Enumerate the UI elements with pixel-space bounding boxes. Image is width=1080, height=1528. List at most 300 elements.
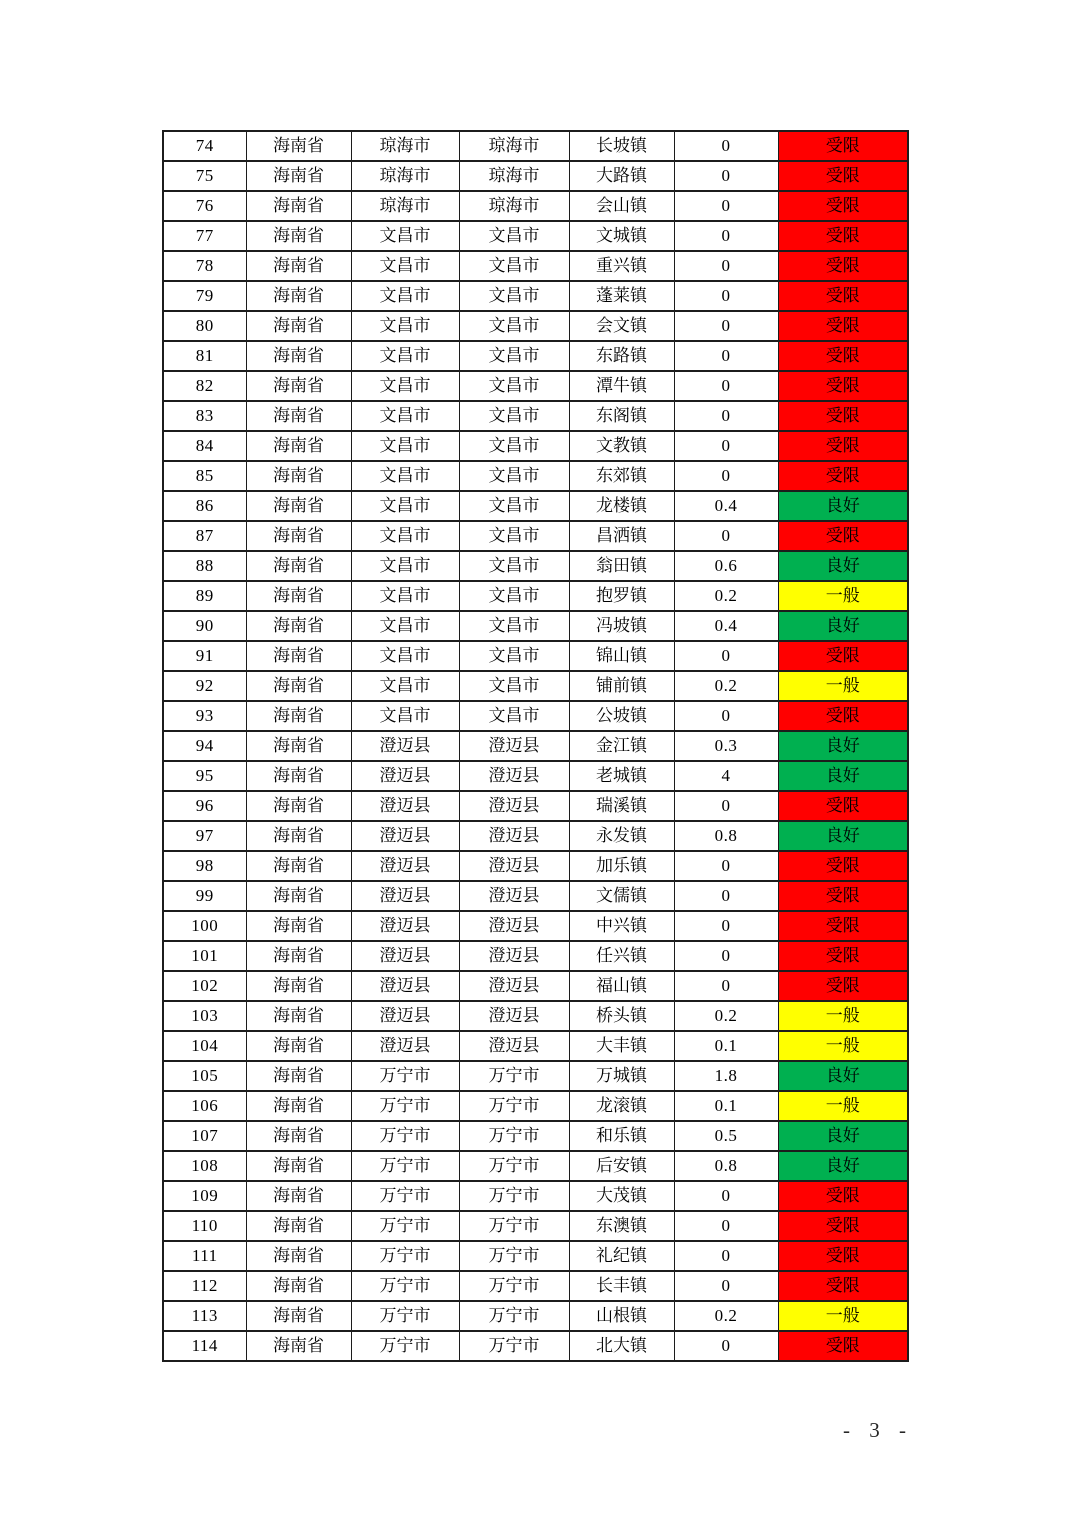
value-cell: 0 [674, 461, 778, 491]
status-badge: 受限 [778, 401, 908, 431]
town-cell: 桥头镇 [569, 1001, 674, 1031]
row-number-cell: 78 [163, 251, 246, 281]
row-number-cell: 77 [163, 221, 246, 251]
province-cell: 海南省 [246, 1271, 351, 1301]
town-cell: 东郊镇 [569, 461, 674, 491]
province-cell: 海南省 [246, 641, 351, 671]
row-number-cell: 95 [163, 761, 246, 791]
city-cell: 澄迈县 [351, 1001, 459, 1031]
table-row [163, 1181, 908, 1211]
county-cell: 文昌市 [459, 341, 569, 371]
county-cell: 琼海市 [459, 161, 569, 191]
city-cell: 澄迈县 [351, 851, 459, 881]
row-number-cell: 85 [163, 461, 246, 491]
city-cell: 澄迈县 [351, 971, 459, 1001]
status-badge: 良好 [778, 491, 908, 521]
table-row [163, 281, 908, 311]
province-cell: 海南省 [246, 341, 351, 371]
value-cell: 0 [674, 281, 778, 311]
value-cell: 0 [674, 371, 778, 401]
province-cell: 海南省 [246, 491, 351, 521]
value-cell: 0.5 [674, 1121, 778, 1151]
row-number-cell: 89 [163, 581, 246, 611]
town-cell: 文城镇 [569, 221, 674, 251]
province-cell: 海南省 [246, 431, 351, 461]
province-cell: 海南省 [246, 161, 351, 191]
town-cell: 文儒镇 [569, 881, 674, 911]
table-row [163, 701, 908, 731]
table-row [163, 1061, 908, 1091]
city-cell: 万宁市 [351, 1211, 459, 1241]
status-badge: 受限 [778, 221, 908, 251]
table-row [163, 431, 908, 461]
province-cell: 海南省 [246, 401, 351, 431]
province-cell: 海南省 [246, 911, 351, 941]
value-cell: 0 [674, 1331, 778, 1361]
town-cell: 昌洒镇 [569, 521, 674, 551]
status-badge: 受限 [778, 461, 908, 491]
value-cell: 0.4 [674, 611, 778, 641]
table-row [163, 551, 908, 581]
city-cell: 文昌市 [351, 341, 459, 371]
county-cell: 澄迈县 [459, 941, 569, 971]
table-row [163, 971, 908, 1001]
province-cell: 海南省 [246, 671, 351, 701]
province-cell: 海南省 [246, 611, 351, 641]
province-cell: 海南省 [246, 1331, 351, 1361]
table-row [163, 1031, 908, 1061]
status-badge: 受限 [778, 341, 908, 371]
city-cell: 文昌市 [351, 251, 459, 281]
value-cell: 0.2 [674, 581, 778, 611]
status-badge: 受限 [778, 191, 908, 221]
county-cell: 万宁市 [459, 1331, 569, 1361]
value-cell: 0.1 [674, 1031, 778, 1061]
city-cell: 文昌市 [351, 521, 459, 551]
town-cell: 大路镇 [569, 161, 674, 191]
table-row [163, 1301, 908, 1331]
city-cell: 澄迈县 [351, 731, 459, 761]
row-number-cell: 82 [163, 371, 246, 401]
province-cell: 海南省 [246, 461, 351, 491]
city-cell: 澄迈县 [351, 941, 459, 971]
value-cell: 0 [674, 221, 778, 251]
status-badge: 受限 [778, 281, 908, 311]
table-row [163, 791, 908, 821]
table-row [163, 251, 908, 281]
city-cell: 万宁市 [351, 1301, 459, 1331]
town-cell: 万城镇 [569, 1061, 674, 1091]
status-badge: 良好 [778, 1061, 908, 1091]
province-cell: 海南省 [246, 971, 351, 1001]
status-badge: 良好 [778, 1121, 908, 1151]
county-cell: 万宁市 [459, 1091, 569, 1121]
province-cell: 海南省 [246, 881, 351, 911]
county-cell: 文昌市 [459, 281, 569, 311]
status-badge: 受限 [778, 911, 908, 941]
status-badge: 受限 [778, 701, 908, 731]
town-cell: 永发镇 [569, 821, 674, 851]
table-row [163, 221, 908, 251]
value-cell: 0 [674, 1271, 778, 1301]
table-row [163, 491, 908, 521]
row-number-cell: 91 [163, 641, 246, 671]
county-cell: 万宁市 [459, 1211, 569, 1241]
row-number-cell: 87 [163, 521, 246, 551]
table-row [163, 761, 908, 791]
table-row [163, 1211, 908, 1241]
status-badge: 受限 [778, 641, 908, 671]
town-cell: 大丰镇 [569, 1031, 674, 1061]
town-cell: 冯坡镇 [569, 611, 674, 641]
status-badge: 受限 [778, 251, 908, 281]
town-cell: 蓬莱镇 [569, 281, 674, 311]
row-number-cell: 74 [163, 131, 246, 161]
town-cell: 公坡镇 [569, 701, 674, 731]
town-cell: 龙滚镇 [569, 1091, 674, 1121]
county-cell: 琼海市 [459, 191, 569, 221]
value-cell: 0 [674, 191, 778, 221]
value-cell: 0 [674, 431, 778, 461]
province-cell: 海南省 [246, 1181, 351, 1211]
town-cell: 任兴镇 [569, 941, 674, 971]
row-number-cell: 111 [163, 1241, 246, 1271]
page-number: - 3 - [843, 1418, 908, 1442]
county-cell: 文昌市 [459, 701, 569, 731]
city-cell: 琼海市 [351, 131, 459, 161]
county-cell: 澄迈县 [459, 971, 569, 1001]
status-badge: 受限 [778, 1181, 908, 1211]
value-cell: 0 [674, 641, 778, 671]
town-cell: 龙楼镇 [569, 491, 674, 521]
status-badge: 受限 [778, 941, 908, 971]
status-badge: 良好 [778, 551, 908, 581]
status-badge: 受限 [778, 131, 908, 161]
city-cell: 文昌市 [351, 371, 459, 401]
town-cell: 瑞溪镇 [569, 791, 674, 821]
row-number-cell: 109 [163, 1181, 246, 1211]
county-cell: 万宁市 [459, 1151, 569, 1181]
row-number-cell: 110 [163, 1211, 246, 1241]
county-cell: 澄迈县 [459, 881, 569, 911]
table-row [163, 1001, 908, 1031]
status-badge: 受限 [778, 881, 908, 911]
value-cell: 0 [674, 161, 778, 191]
county-cell: 澄迈县 [459, 851, 569, 881]
value-cell: 0 [674, 971, 778, 1001]
table-row [163, 371, 908, 401]
value-cell: 0.4 [674, 491, 778, 521]
row-number-cell: 81 [163, 341, 246, 371]
row-number-cell: 75 [163, 161, 246, 191]
county-cell: 文昌市 [459, 641, 569, 671]
table-row [163, 731, 908, 761]
table-row [163, 641, 908, 671]
county-cell: 文昌市 [459, 521, 569, 551]
table-row [163, 1271, 908, 1301]
row-number-cell: 76 [163, 191, 246, 221]
county-cell: 澄迈县 [459, 1001, 569, 1031]
province-cell: 海南省 [246, 731, 351, 761]
table-row [163, 1331, 908, 1361]
row-number-cell: 103 [163, 1001, 246, 1031]
province-cell: 海南省 [246, 581, 351, 611]
province-cell: 海南省 [246, 191, 351, 221]
county-cell: 万宁市 [459, 1241, 569, 1271]
city-cell: 文昌市 [351, 311, 459, 341]
table-row [163, 1151, 908, 1181]
row-number-cell: 79 [163, 281, 246, 311]
town-cell: 东澳镇 [569, 1211, 674, 1241]
row-number-cell: 98 [163, 851, 246, 881]
table-body [163, 131, 908, 1361]
status-badge: 受限 [778, 521, 908, 551]
value-cell: 0.6 [674, 551, 778, 581]
province-cell: 海南省 [246, 761, 351, 791]
city-cell: 万宁市 [351, 1271, 459, 1301]
row-number-cell: 80 [163, 311, 246, 341]
county-cell: 万宁市 [459, 1121, 569, 1151]
town-cell: 礼纪镇 [569, 1241, 674, 1271]
city-cell: 文昌市 [351, 611, 459, 641]
town-cell: 山根镇 [569, 1301, 674, 1331]
row-number-cell: 97 [163, 821, 246, 851]
province-cell: 海南省 [246, 1241, 351, 1271]
row-number-cell: 83 [163, 401, 246, 431]
town-cell: 文教镇 [569, 431, 674, 461]
row-number-cell: 104 [163, 1031, 246, 1061]
table-row [163, 1241, 908, 1271]
table-row [163, 401, 908, 431]
city-cell: 澄迈县 [351, 1031, 459, 1061]
row-number-cell: 86 [163, 491, 246, 521]
table-row [163, 191, 908, 221]
county-cell: 文昌市 [459, 671, 569, 701]
city-cell: 澄迈县 [351, 761, 459, 791]
value-cell: 0.8 [674, 1151, 778, 1181]
province-cell: 海南省 [246, 821, 351, 851]
value-cell: 0 [674, 701, 778, 731]
status-badge: 受限 [778, 1331, 908, 1361]
status-badge: 受限 [778, 971, 908, 1001]
county-cell: 琼海市 [459, 131, 569, 161]
town-cell: 和乐镇 [569, 1121, 674, 1151]
county-cell: 文昌市 [459, 371, 569, 401]
status-badge: 一般 [778, 1091, 908, 1121]
row-number-cell: 106 [163, 1091, 246, 1121]
value-cell: 0.2 [674, 1301, 778, 1331]
city-cell: 文昌市 [351, 641, 459, 671]
county-cell: 万宁市 [459, 1181, 569, 1211]
province-cell: 海南省 [246, 1001, 351, 1031]
table-row [163, 311, 908, 341]
town-cell: 东阁镇 [569, 401, 674, 431]
province-cell: 海南省 [246, 131, 351, 161]
row-number-cell: 113 [163, 1301, 246, 1331]
county-cell: 万宁市 [459, 1271, 569, 1301]
township-status-table [162, 130, 909, 1362]
row-number-cell: 99 [163, 881, 246, 911]
row-number-cell: 112 [163, 1271, 246, 1301]
province-cell: 海南省 [246, 1031, 351, 1061]
row-number-cell: 107 [163, 1121, 246, 1151]
province-cell: 海南省 [246, 1091, 351, 1121]
value-cell: 4 [674, 761, 778, 791]
row-number-cell: 96 [163, 791, 246, 821]
status-badge: 一般 [778, 1001, 908, 1031]
value-cell: 0.2 [674, 1001, 778, 1031]
table-row [163, 941, 908, 971]
value-cell: 0 [674, 881, 778, 911]
value-cell: 0.3 [674, 731, 778, 761]
value-cell: 0 [674, 791, 778, 821]
town-cell: 长坡镇 [569, 131, 674, 161]
row-number-cell: 105 [163, 1061, 246, 1091]
row-number-cell: 114 [163, 1331, 246, 1361]
city-cell: 文昌市 [351, 551, 459, 581]
province-cell: 海南省 [246, 1061, 351, 1091]
row-number-cell: 84 [163, 431, 246, 461]
table-row [163, 131, 908, 161]
table-row [163, 521, 908, 551]
county-cell: 文昌市 [459, 551, 569, 581]
status-badge: 良好 [778, 611, 908, 641]
town-cell: 抱罗镇 [569, 581, 674, 611]
table-row [163, 611, 908, 641]
city-cell: 文昌市 [351, 281, 459, 311]
city-cell: 万宁市 [351, 1121, 459, 1151]
value-cell: 0.1 [674, 1091, 778, 1121]
province-cell: 海南省 [246, 1121, 351, 1151]
city-cell: 万宁市 [351, 1331, 459, 1361]
town-cell: 福山镇 [569, 971, 674, 1001]
value-cell: 0 [674, 1181, 778, 1211]
table-row [163, 1091, 908, 1121]
town-cell: 重兴镇 [569, 251, 674, 281]
value-cell: 0 [674, 521, 778, 551]
status-badge: 受限 [778, 1271, 908, 1301]
city-cell: 万宁市 [351, 1241, 459, 1271]
table-row [163, 671, 908, 701]
table-row [163, 911, 908, 941]
value-cell: 0 [674, 341, 778, 371]
county-cell: 文昌市 [459, 221, 569, 251]
province-cell: 海南省 [246, 221, 351, 251]
status-badge: 受限 [778, 851, 908, 881]
county-cell: 文昌市 [459, 491, 569, 521]
value-cell: 0 [674, 941, 778, 971]
status-badge: 受限 [778, 161, 908, 191]
city-cell: 万宁市 [351, 1181, 459, 1211]
city-cell: 澄迈县 [351, 821, 459, 851]
town-cell: 铺前镇 [569, 671, 674, 701]
table-row [163, 461, 908, 491]
value-cell: 0 [674, 131, 778, 161]
table-row [163, 881, 908, 911]
province-cell: 海南省 [246, 371, 351, 401]
row-number-cell: 88 [163, 551, 246, 581]
county-cell: 文昌市 [459, 251, 569, 281]
town-cell: 锦山镇 [569, 641, 674, 671]
value-cell: 0 [674, 251, 778, 281]
county-cell: 文昌市 [459, 311, 569, 341]
province-cell: 海南省 [246, 851, 351, 881]
city-cell: 万宁市 [351, 1061, 459, 1091]
province-cell: 海南省 [246, 281, 351, 311]
value-cell: 0.2 [674, 671, 778, 701]
status-badge: 一般 [778, 1301, 908, 1331]
city-cell: 澄迈县 [351, 911, 459, 941]
province-cell: 海南省 [246, 941, 351, 971]
county-cell: 澄迈县 [459, 1031, 569, 1061]
status-badge: 受限 [778, 791, 908, 821]
town-cell: 金江镇 [569, 731, 674, 761]
town-cell: 潭牛镇 [569, 371, 674, 401]
status-badge: 受限 [778, 1241, 908, 1271]
value-cell: 0.8 [674, 821, 778, 851]
town-cell: 会文镇 [569, 311, 674, 341]
province-cell: 海南省 [246, 1301, 351, 1331]
province-cell: 海南省 [246, 311, 351, 341]
status-badge: 良好 [778, 731, 908, 761]
value-cell: 0 [674, 851, 778, 881]
city-cell: 文昌市 [351, 431, 459, 461]
county-cell: 澄迈县 [459, 731, 569, 761]
table-row [163, 851, 908, 881]
status-badge: 受限 [778, 1211, 908, 1241]
town-cell: 长丰镇 [569, 1271, 674, 1301]
city-cell: 文昌市 [351, 401, 459, 431]
row-number-cell: 90 [163, 611, 246, 641]
town-cell: 加乐镇 [569, 851, 674, 881]
city-cell: 万宁市 [351, 1091, 459, 1121]
province-cell: 海南省 [246, 1211, 351, 1241]
row-number-cell: 100 [163, 911, 246, 941]
province-cell: 海南省 [246, 251, 351, 281]
town-cell: 后安镇 [569, 1151, 674, 1181]
table-row [163, 821, 908, 851]
row-number-cell: 93 [163, 701, 246, 731]
city-cell: 万宁市 [351, 1151, 459, 1181]
table-row [163, 1121, 908, 1151]
town-cell: 翁田镇 [569, 551, 674, 581]
table-row [163, 341, 908, 371]
county-cell: 澄迈县 [459, 761, 569, 791]
town-cell: 老城镇 [569, 761, 674, 791]
county-cell: 文昌市 [459, 611, 569, 641]
value-cell: 1.8 [674, 1061, 778, 1091]
value-cell: 0 [674, 401, 778, 431]
row-number-cell: 101 [163, 941, 246, 971]
city-cell: 文昌市 [351, 701, 459, 731]
table-row [163, 581, 908, 611]
county-cell: 文昌市 [459, 401, 569, 431]
status-badge: 良好 [778, 761, 908, 791]
county-cell: 文昌市 [459, 581, 569, 611]
county-cell: 文昌市 [459, 431, 569, 461]
status-badge: 一般 [778, 671, 908, 701]
town-cell: 中兴镇 [569, 911, 674, 941]
county-cell: 万宁市 [459, 1301, 569, 1331]
province-cell: 海南省 [246, 1151, 351, 1181]
status-badge: 受限 [778, 311, 908, 341]
county-cell: 澄迈县 [459, 821, 569, 851]
value-cell: 0 [674, 311, 778, 341]
county-cell: 文昌市 [459, 461, 569, 491]
county-cell: 澄迈县 [459, 791, 569, 821]
status-badge: 受限 [778, 371, 908, 401]
city-cell: 文昌市 [351, 221, 459, 251]
